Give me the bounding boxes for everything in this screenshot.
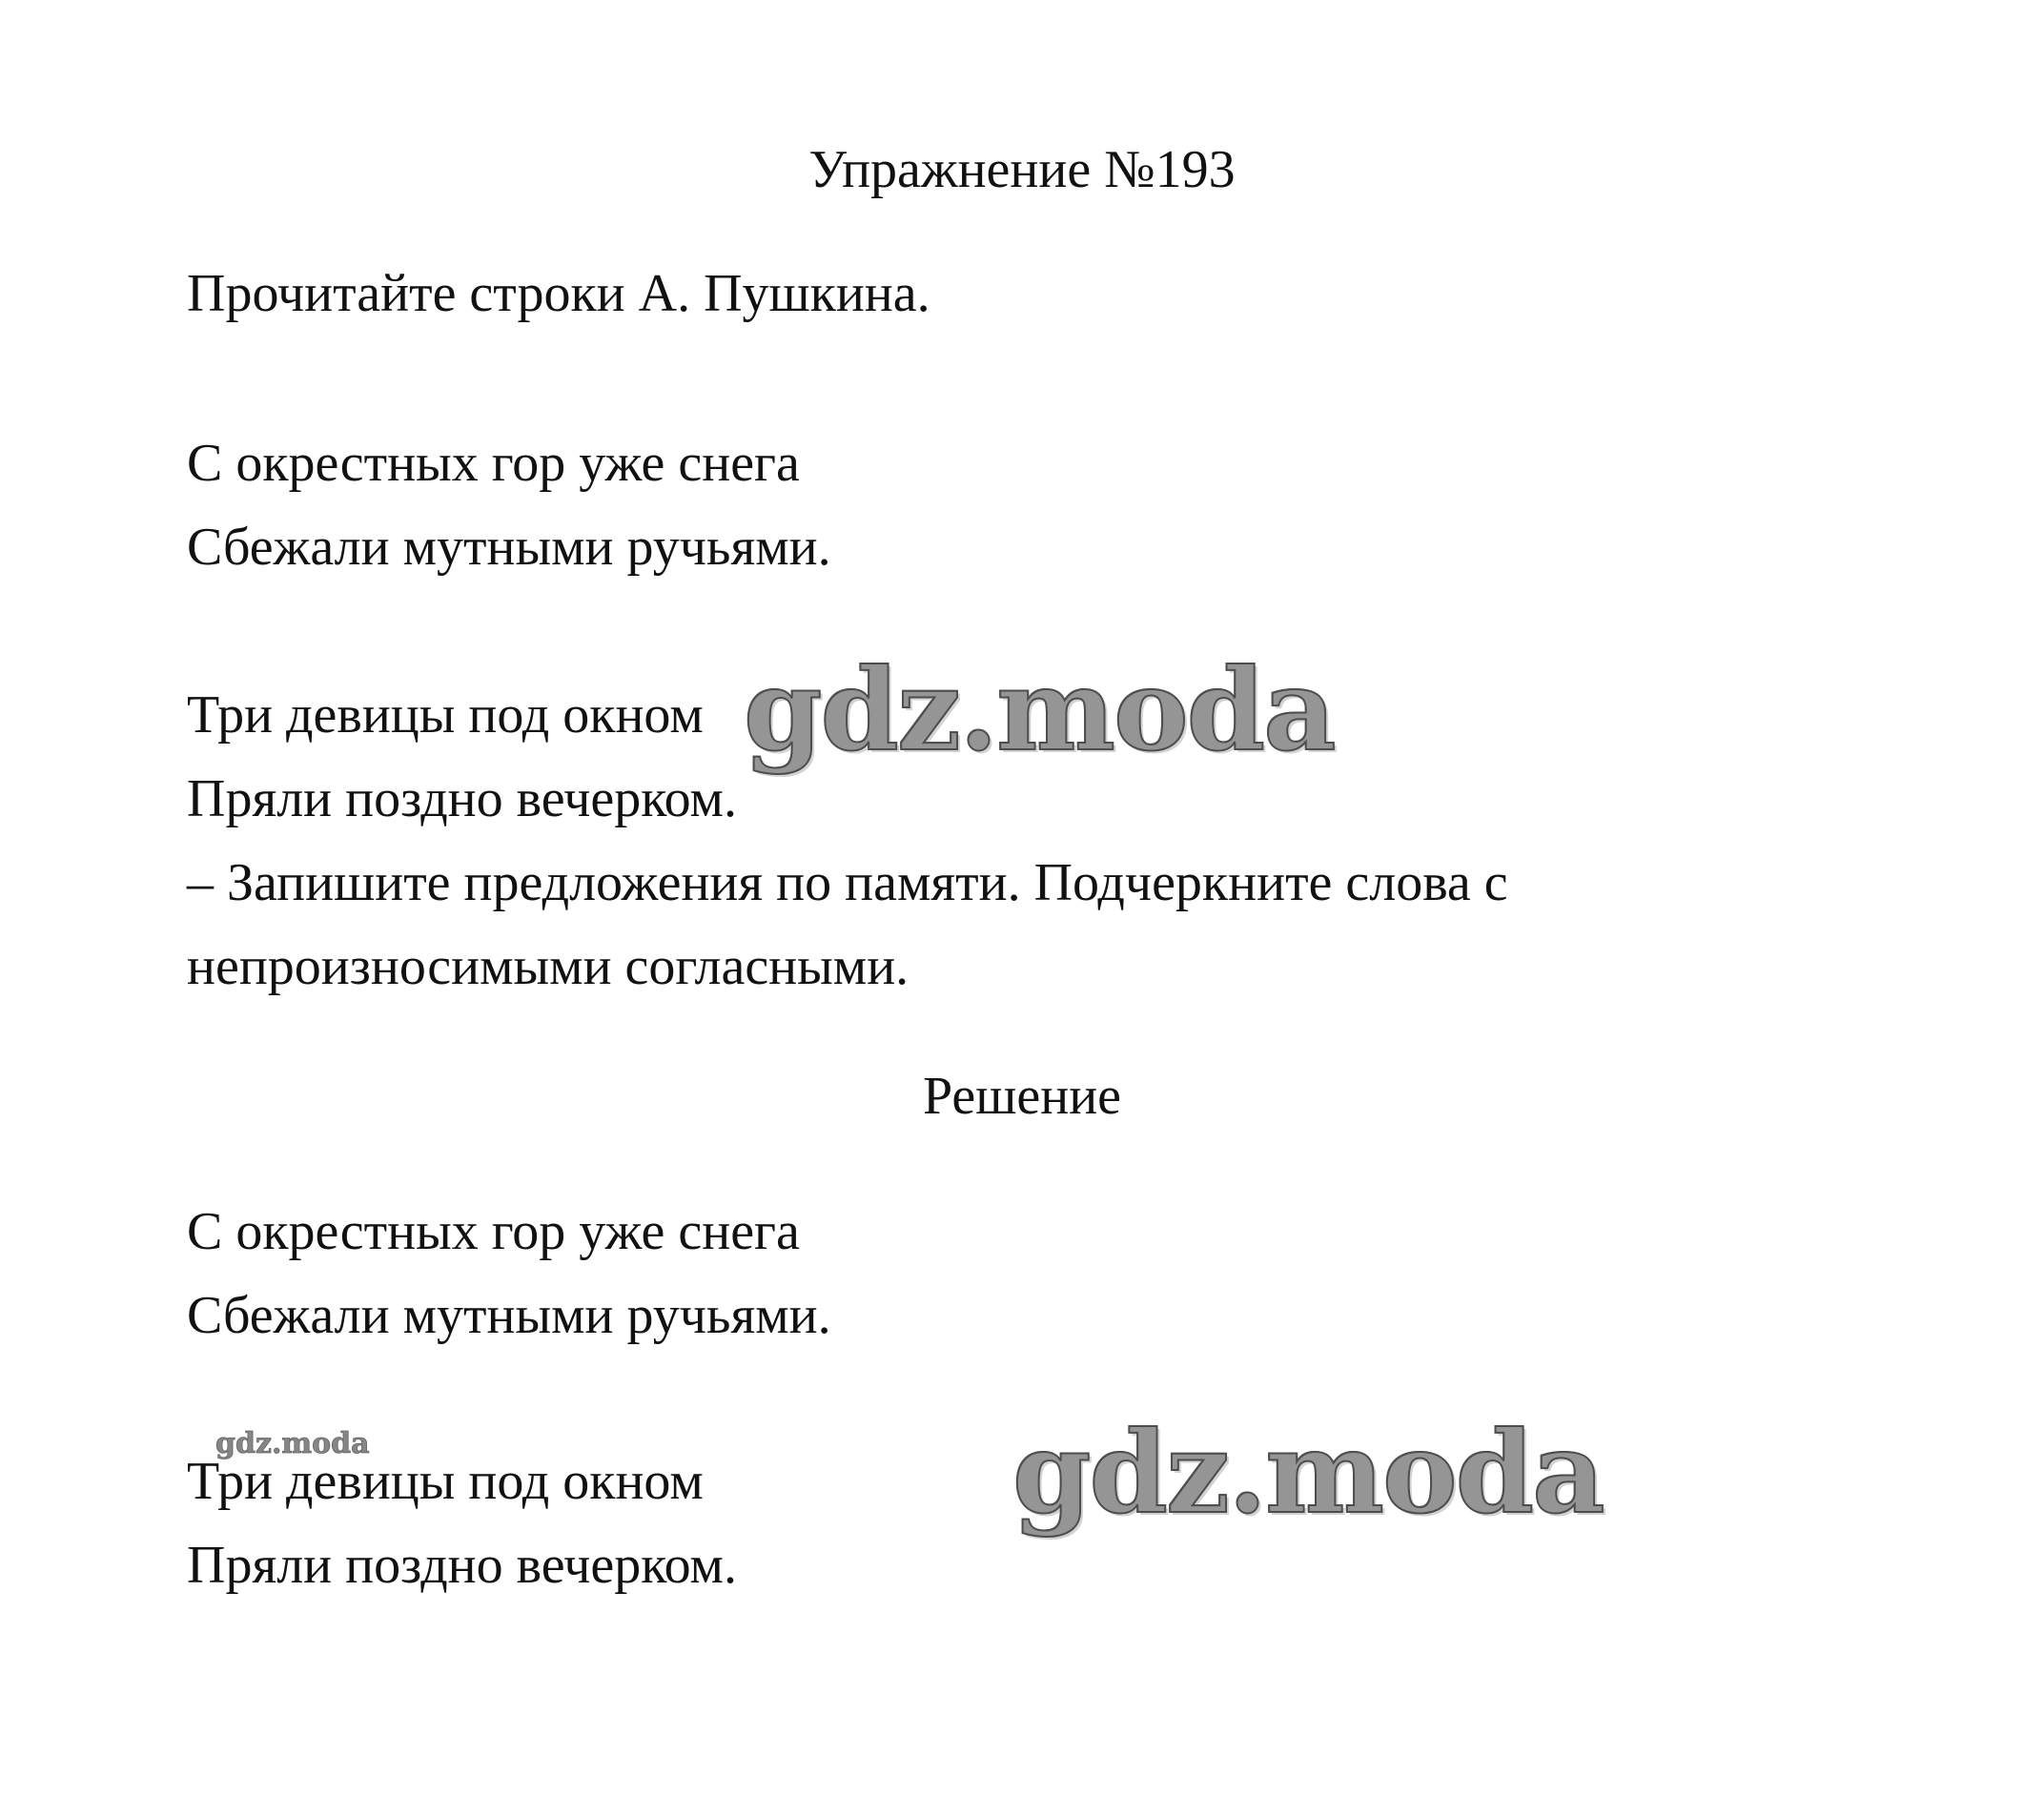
task-poem-line-2: Сбежали мутными ручьями. [187, 518, 831, 577]
solution-poem-line-3: Три девицы под окном [187, 1452, 704, 1511]
task-assignment-line-1: – Запишите предложения по памяти. Подчеркните слова с [187, 853, 1508, 912]
solution-poem-line-2: Сбежали мутными ручьями. [187, 1286, 831, 1345]
task-poem-line-4: Пряли поздно вечерком. [187, 769, 737, 828]
solution-heading: Решение [922, 1067, 1122, 1126]
watermark-logo-small: gdz.moda [215, 1427, 370, 1460]
task-assignment-line-2: непроизносимыми согласными. [187, 937, 910, 996]
watermark-logo-large-top: gdz.moda [744, 643, 1335, 776]
exercise-title: Упражнение №193 [808, 140, 1236, 199]
task-poem-line-1: С окрестных гор уже снега [187, 434, 800, 493]
solution-poem-line-4: Пряли поздно вечерком. [187, 1536, 737, 1595]
solution-poem-line-1: С окрестных гор уже снега [187, 1202, 800, 1261]
task-instruction: Прочитайте строки А. Пушкина. [187, 264, 930, 323]
watermark-logo-large-bottom: gdz.moda [1012, 1406, 1604, 1539]
task-poem-line-3: Три девицы под окном [187, 685, 704, 745]
